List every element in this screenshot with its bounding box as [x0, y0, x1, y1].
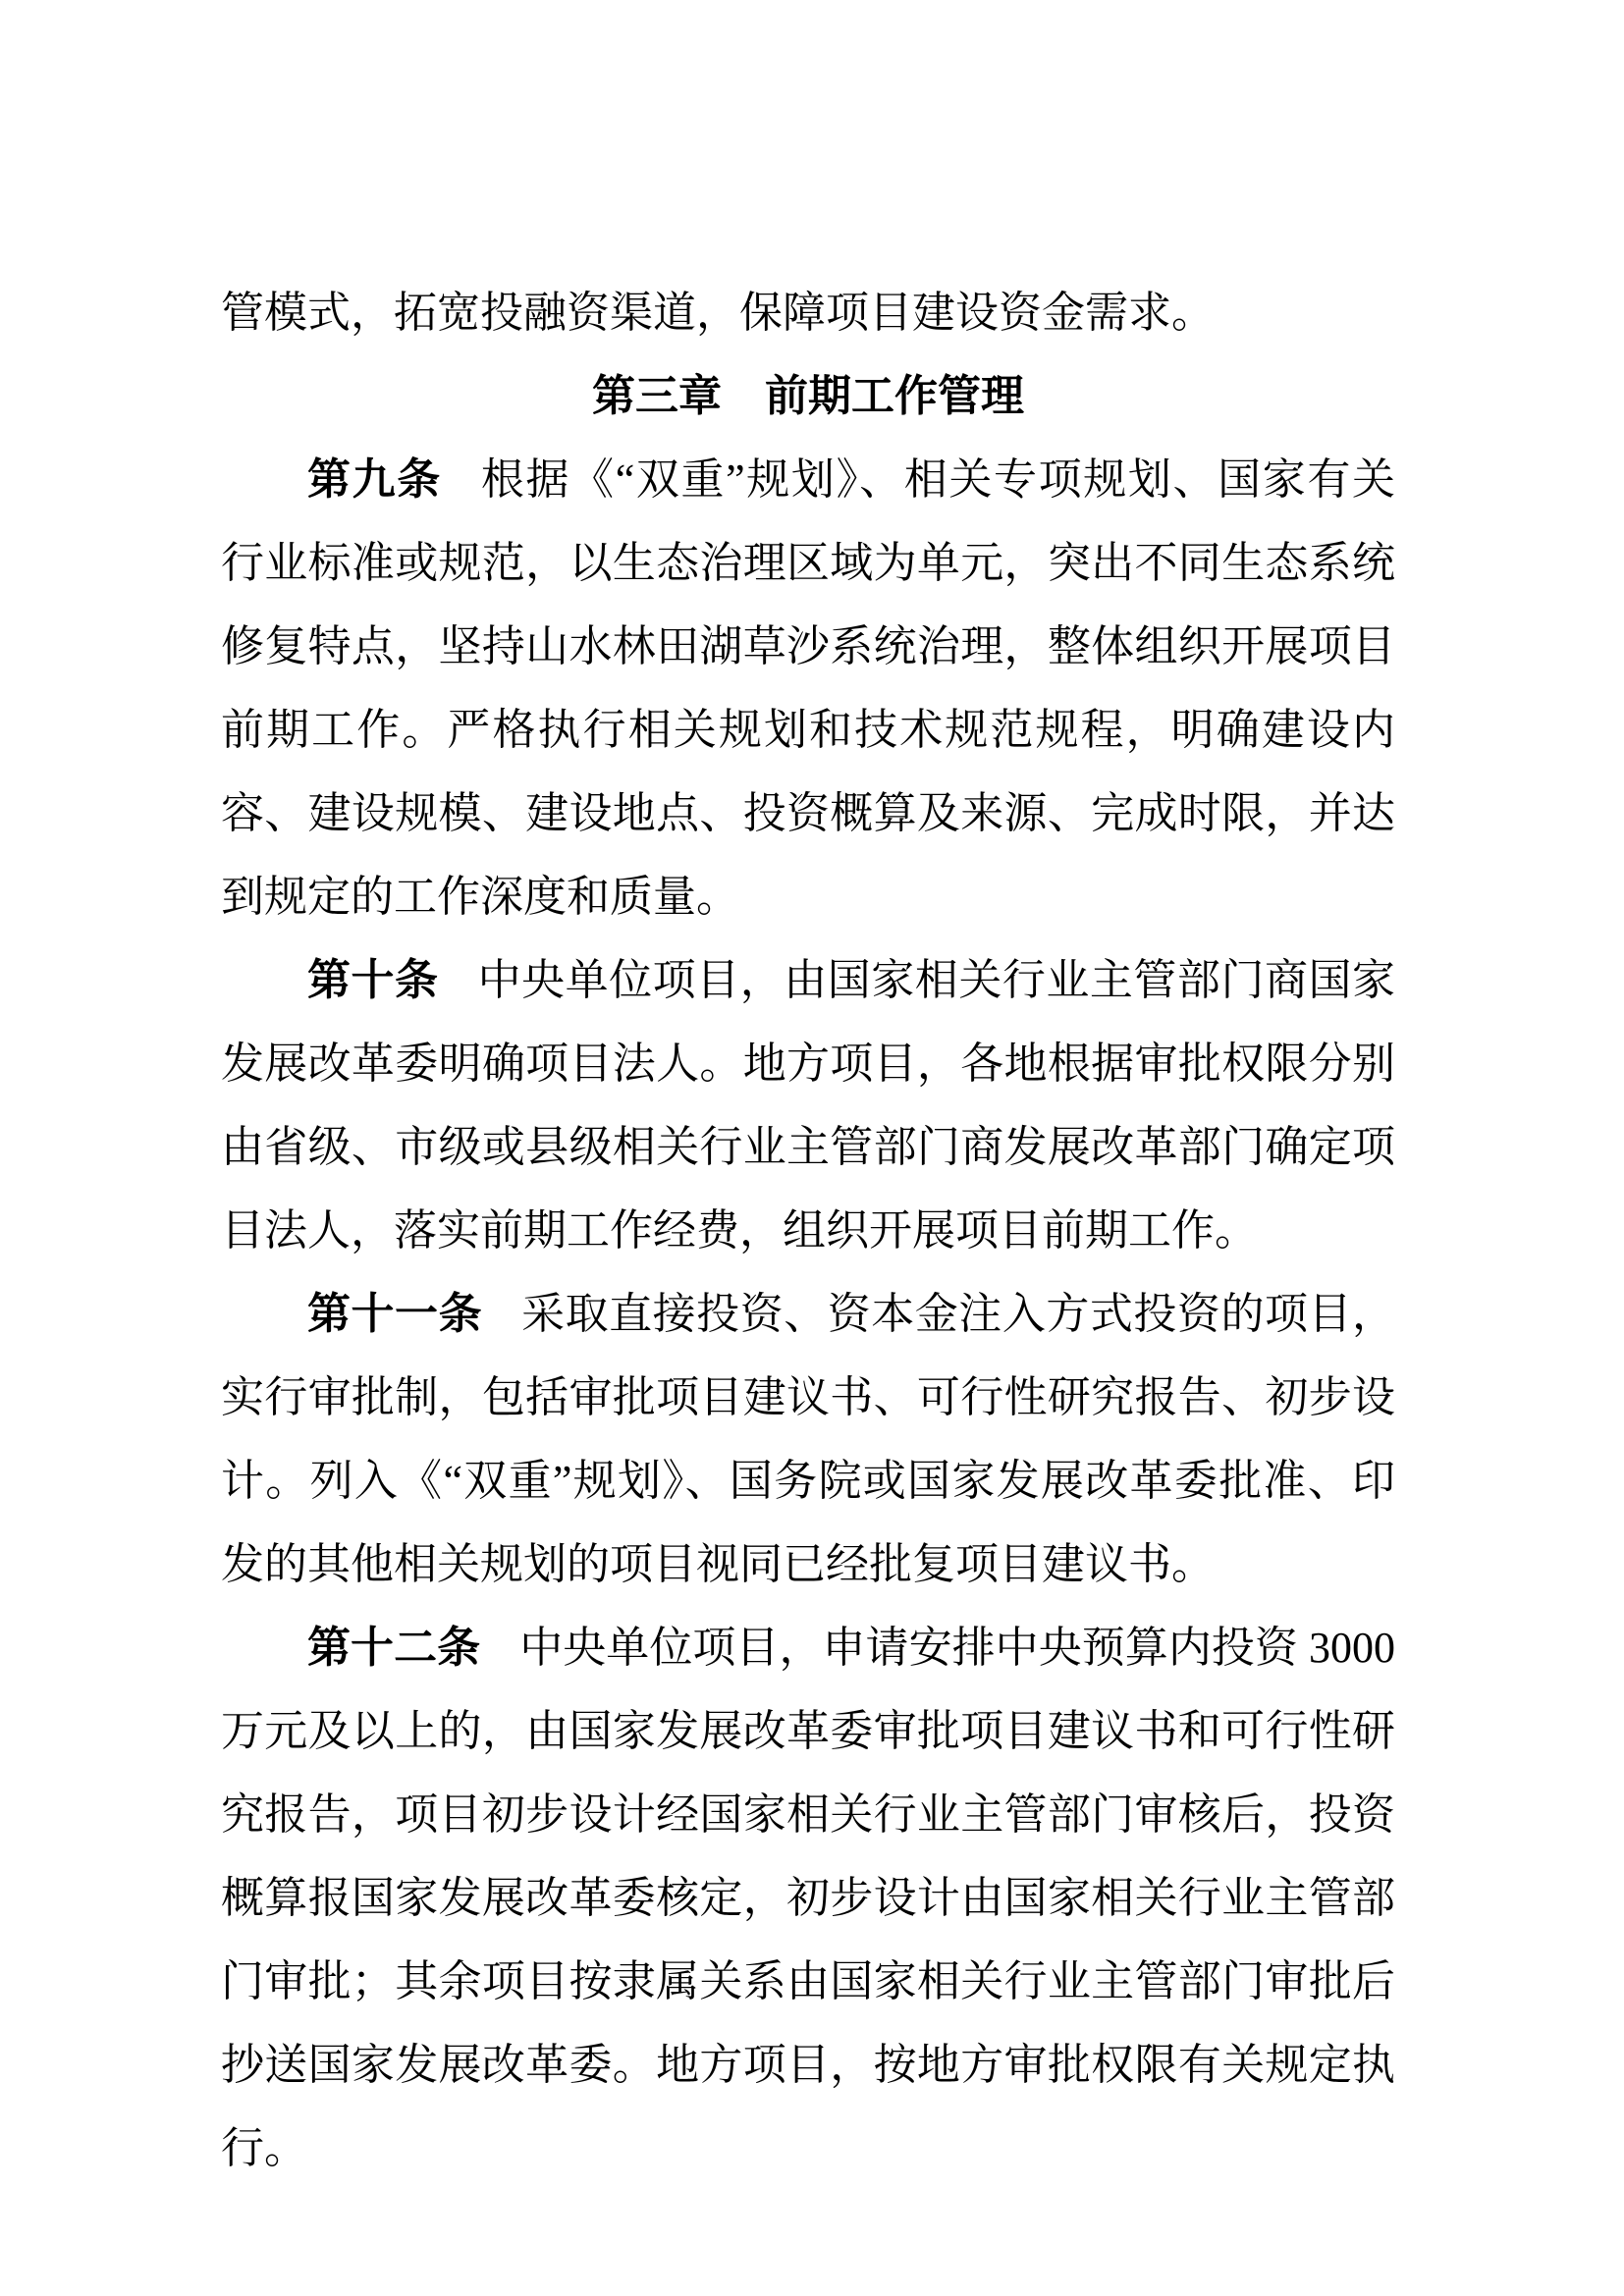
article-paragraph-11 — [221, 1272, 1395, 1606]
article-paragraph-9 — [221, 438, 1395, 938]
article-text-9: 根据《“双重”规划》、相关专项规划、国家有关行业标准或规范，以生态治理区域为单元，突出不同生态系统修复特点，坚持山水林田湖草沙系统治理，整体组织开展项目前期工作。严格执行相关规划和技术规范规程，明确建设内容、建设规模、建设地点、投资概算及来源、完成时限，并达到规定的工作深度和质量。 — [221, 455, 1396, 921]
article-text-10: 中央单位项目，由国家相关行业主管部门商国家发展改革委明确项目法人。地方项目，各地根据审批权限分别由省级、市级或县级相关行业主管部门商发展改革部门确定项目法人，落实前期工作经费，组织开展项目前期工作。 — [221, 956, 1396, 1255]
chapter-heading: 第三章 前期工作管理 — [592, 372, 1024, 420]
article-paragraph-12 — [221, 1606, 1395, 2190]
article-paragraph-10 — [221, 938, 1395, 1272]
article-text-12: 中央单位项目，申请安排中央预算内投资 3000 万元及以上的，由国家发展改革委审批项目建议书和可行性研究报告，项目初步设计经国家相关行业主管部门审核后，投资概算报国家发展改革委核定，初步设计由国家相关行业主管部门审批；其余项目按隶属关系由国家相关行业主管部门审批后抄送国家发展改革委。地方项目，按地方审批权限有关规定执行。 — [221, 1624, 1396, 2172]
article-label-12: 第十二条 — [307, 1624, 481, 1672]
document-body — [221, 271, 1395, 2190]
continuation-paragraph: 管模式，拓宽投融资渠道，保障项目建设资金需求。 — [221, 289, 1215, 337]
article-label-9: 第九条 — [307, 455, 442, 504]
article-label-10: 第十条 — [307, 956, 439, 1004]
article-label-11: 第十一条 — [307, 1290, 483, 1338]
article-text-11: 采取直接投资、资本金注入方式投资的项目，实行审批制，包括审批项目建议书、可行性研究报告、初步设计。列入《“双重”规划》、国务院或国家发展改革委批准、印发的其他相关规划的项目视同已经批复项目建议书。 — [221, 1290, 1396, 1588]
